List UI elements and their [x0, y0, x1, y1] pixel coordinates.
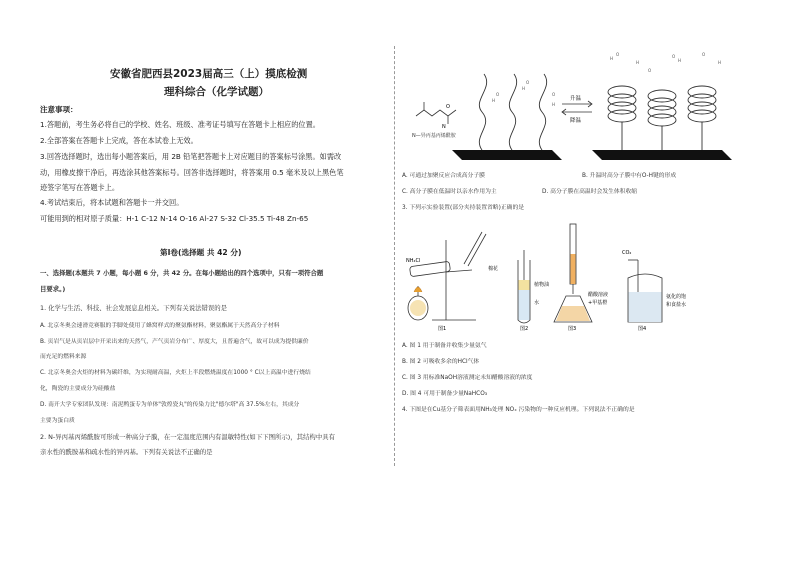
- plant-oil-label: 植物油: [534, 282, 550, 288]
- svg-text:H: H: [636, 60, 640, 65]
- apparatus-figures: [402, 220, 702, 332]
- acetic-acid-label: 醋酸溶液: [588, 292, 609, 298]
- reversible-arrows: [562, 101, 592, 115]
- svg-text:O: O: [526, 80, 530, 85]
- svg-text:H: H: [678, 58, 682, 63]
- q1-option-d-cont: 主要为蛋白质: [40, 418, 75, 424]
- notice-item: 3.回答选择题时，选出每小题答案后，用 2B 铅笔把答题卡上对应题目的答案标号涂黑。如需改: [40, 152, 342, 161]
- notice-item: 迹签字笔写在答题卡上。: [40, 183, 120, 192]
- co2-label: CO₂: [622, 250, 632, 256]
- saturated-brine-label-cont: 和食盐水: [666, 302, 687, 308]
- notice-item: 4.考试结束后，将本试题和答题卡一并交回。: [40, 198, 184, 207]
- heat-up-label: 升温: [570, 96, 582, 102]
- methyl-orange-label: +甲基橙: [588, 300, 608, 306]
- q3-option-a: A. 图 1 用于制备并收集少量氨气: [402, 343, 487, 349]
- notice-heading: 注意事项：: [40, 105, 78, 114]
- saturated-brine-label: 氨化的饱: [666, 294, 687, 300]
- nh4cl-label: NH₄Cl: [406, 258, 421, 264]
- atomic-mass-line: 可能用到的相对原子质量：H-1 C-12 N-14 O-16 Al-27 S-32 Cl-35.5 Ti-48 Zn-65: [40, 214, 309, 223]
- svg-text:H: H: [492, 98, 496, 103]
- fig2-caption: 图2: [520, 326, 529, 332]
- part1-intro-cont: 目要求。): [40, 285, 66, 293]
- monomer-label: N—异丙基丙烯酰胺: [412, 133, 456, 139]
- q2-option-c: C. 高分子膜在低温时以亲水作用为主: [402, 189, 497, 195]
- q1-stem: 1. 化学与生活、科技、社会发展息息相关。下列有关说法错误的是: [40, 304, 228, 312]
- cotton-label: 棉花: [488, 266, 499, 272]
- cool-down-label: 降温: [570, 118, 582, 124]
- svg-text:O: O: [446, 104, 450, 110]
- notice-item: 2.全部答案在答题卡上完成，答在本试卷上无效。: [40, 136, 198, 145]
- q1-option-b: B. 页岩气是从页岩层中开采出来的天然气，产气页岩分布广、厚度大，且普遍含气，故可以成为提供廉价: [40, 339, 309, 345]
- fig1-caption: 图1: [438, 326, 447, 332]
- q2-option-a: A. 可通过加聚反应合成高分子膜: [402, 173, 485, 179]
- svg-text:O: O: [648, 68, 652, 73]
- svg-text:H: H: [552, 102, 556, 107]
- q1-option-c-cont: 化，陶瓷的主要成分为硅酸盐: [40, 386, 116, 392]
- notice-item: 1.答题前，考生务必将自己的学校、姓名、班级、准考证号填写在答题卡上相应的位置。: [40, 120, 320, 129]
- substrate-right: [592, 150, 732, 160]
- substrate-left: [452, 150, 562, 160]
- q2-stem: 2. N-异丙基丙烯酰胺可形成一种高分子膜，在一定温度范围内有温敏特性(如下下图所示)，其结构中具有: [40, 433, 335, 441]
- q2-option-b: B. 升温时高分子膜中有O-H键的形成: [582, 173, 677, 179]
- q3-option-c: C. 图 3 用标准NaOH溶液测定未知醋酸溶液的浓度: [402, 375, 533, 381]
- q3-option-b: B. 图 2 可吸收多余的HCl气体: [402, 359, 480, 365]
- notice-item: 动，用橡皮擦干净后，再选涂其他答案标号。回答非选择题时，将答案用 0.5 毫米及以上黑色笔: [40, 168, 344, 177]
- column-divider: [394, 46, 395, 466]
- collapsed-chains: [608, 86, 716, 150]
- monomer-structure: [416, 102, 456, 124]
- svg-text:H: H: [522, 86, 526, 91]
- page-title: 安徽省肥西县2023届高三（上）摸底检测: [110, 68, 308, 80]
- svg-text:O: O: [702, 52, 706, 57]
- svg-text:O: O: [672, 54, 676, 59]
- svg-text:H: H: [718, 60, 722, 65]
- extended-chains: [479, 74, 546, 150]
- q1-option-d: D. 南开大学专家团队发现：南泥鸭蛋专为单体"敦煌瓷丸"的传染力比"德尔塔"高 37.5%左右，其成分: [40, 402, 300, 408]
- q2-option-d: D. 高分子膜在高温时会发生体积收缩: [542, 189, 638, 195]
- svg-text:O: O: [616, 52, 620, 57]
- svg-text:O: O: [552, 92, 556, 97]
- svg-text:O: O: [496, 92, 500, 97]
- q1-option-a: A. 北京冬奥会速滑竞赛服的手脚处使用了蜂窝样式的聚氨酯材料，聚氨酯属于天然高分子材料: [40, 323, 280, 329]
- svg-text:H: H: [610, 56, 614, 61]
- q4-stem: 4. 下图是在Cu基分子筛表面用NH₃处理 NOₓ 污染物的一种反应机理。下列说法不正确的是: [402, 407, 635, 413]
- part1-intro: 一、选择题(本题共 7 小题，每小题 6 分，共 42 分。在每小题给出的四个选项中，只有一项符合题: [40, 269, 324, 277]
- q3-option-d: D. 图 4 可用于制备少量NaHCO₃: [402, 391, 488, 397]
- flame: [414, 287, 422, 292]
- page-subtitle: 理科综合（化学试题）: [164, 86, 269, 98]
- polymer-membrane-figure: [402, 46, 762, 166]
- fig3-caption: 图3: [568, 326, 577, 332]
- svg-text:N: N: [442, 124, 446, 130]
- q3-stem: 3. 下列示实验装置(部分夹持装置省略)正确的是: [402, 205, 525, 211]
- part1-title: 第Ⅰ卷(选择题 共 42 分): [160, 248, 242, 257]
- fig4-caption: 图4: [638, 326, 647, 332]
- water-label: 水: [534, 300, 540, 306]
- q1-option-c: C. 北京冬奥会火炬的材料为碳纤维，为实现耐高温，火炬上半段燃烧温度在1000 ° C以上高温中进行烧结: [40, 370, 311, 376]
- q2-stem-cont: 亲水性的酰胺基和疏水性的异丙基。下列有关说法不正确的是: [40, 448, 213, 456]
- q1-option-b-cont: 而充足的燃料来源: [40, 354, 87, 360]
